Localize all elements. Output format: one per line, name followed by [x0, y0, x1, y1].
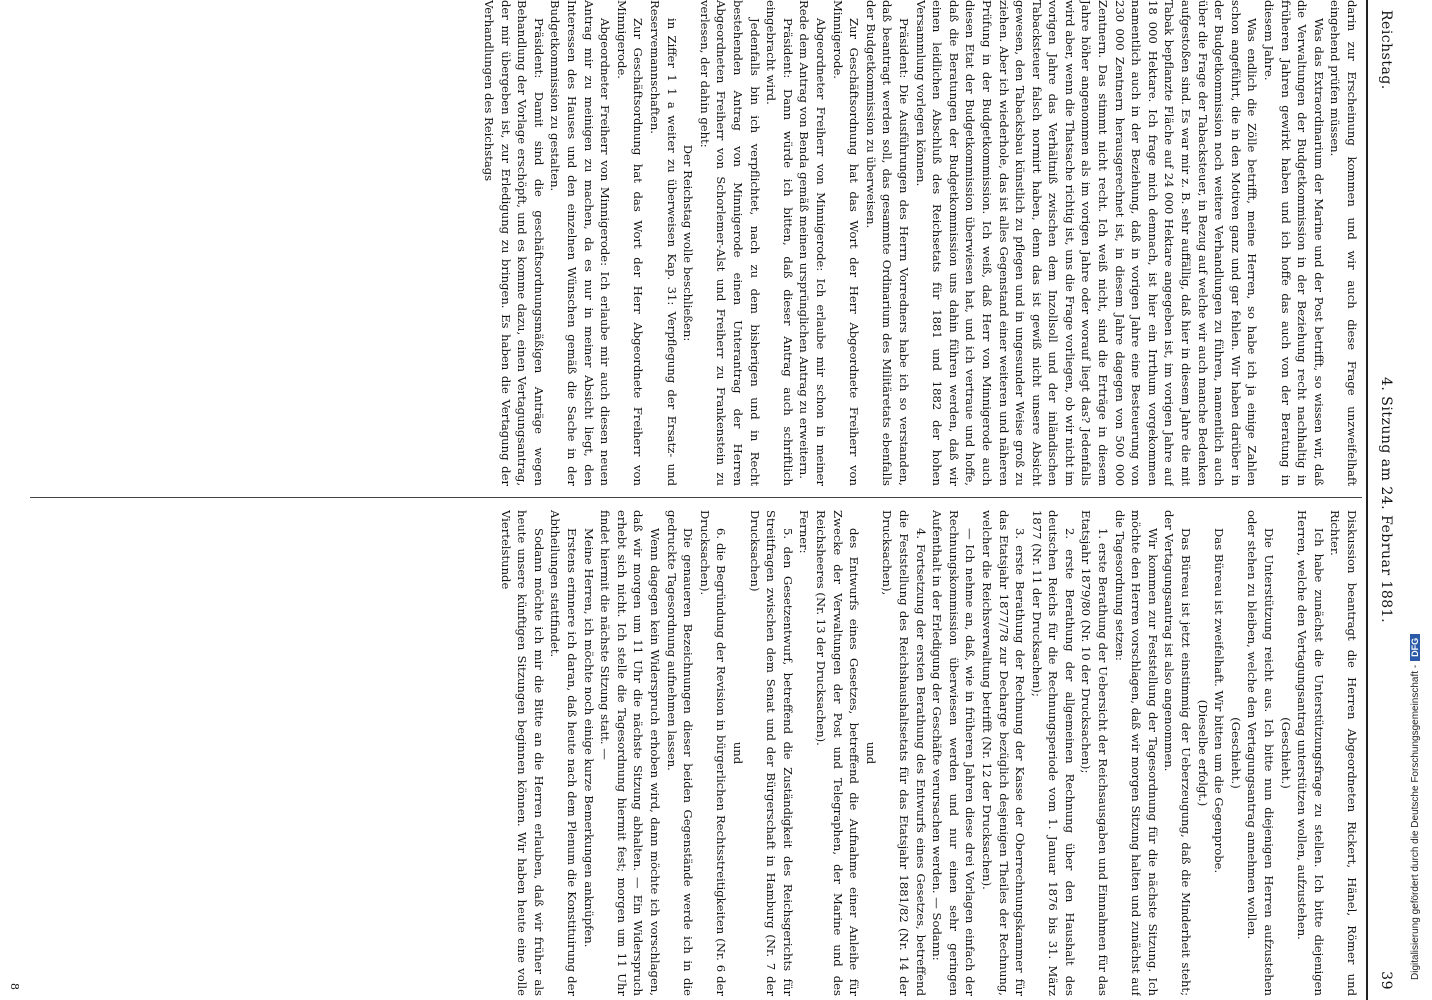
right-column — [30, 510, 1360, 996]
paragraph: Diskussion beantragt die Herren Abgeordneten Rickert, Hänel, Römer und Richter. — [1328, 510, 1359, 996]
paragraph: Zur Geschäftsordnung hat das Wort der Herr Abgeordnete Freiherr von Minnigerode. — [614, 0, 646, 486]
paragraph: 6. die Begründung der Revision in bürgerlichen Rechtsstreitigkeiten (Nr. 6 der Drucksachen). — [697, 510, 729, 996]
paragraph: (Geschieht.) — [1228, 717, 1243, 789]
paragraph: Meine Herren, ich möchte noch einige kurze Bemerkungen anknüpfen. — [581, 528, 596, 948]
header-center: 4. Sitzung am 24. Februar 1881. — [1378, 376, 1394, 624]
paragraph: Ich habe zunächst die Unterstützungsfrage zu stellen. Ich bitte diejenigen Herren, welche den Vertagungsantrag unterstützen wollen, aufzustehen. — [1295, 510, 1326, 996]
header-rule — [1366, 0, 1368, 1000]
paragraph: Der Reichstag wolle beschließen: — [681, 144, 696, 342]
paragraph: Präsident: Damit sind die geschäftsordnungsmäßigen Anträge wegen Behandlung der Vorlage erschöpft, und es komme dazu, einen Vertagungsantrag, der mir übergeben ist, zur Erledigung zu bringen. Es haben die Vertagung der Verhandlungen des Reichstags — [482, 0, 546, 486]
page-number: 39 — [1378, 971, 1394, 990]
paragraph: Präsident: Dann würde ich bitten, daß dieser Antrag auch schriftlich eingebracht wird. — [764, 0, 795, 486]
paragraph: Präsident: Die Ausführungen des Herrn Vorredners habe ich so verstanden, daß beantragt werden soll, das gesammte Ordinarium des Militäretats ebenfalls der Budgetkommission zu überweisen. — [863, 0, 911, 486]
paragraph: Ferner: — [797, 510, 812, 554]
paragraph: und — [731, 741, 746, 765]
paragraph: Jedenfalls bin ich verpflichtet, nach zu dem bisherigen und in Recht bestehenden Antrag von Minnigerode einen Unterantrag der Herren Abgeordneten Freiherr von Schorlemer-Alst und Freiherr zu Frankenstein zu verlesen, der dahin geht: — [697, 0, 762, 486]
header-left: Reichstag. — [1378, 10, 1394, 90]
paragraph: — Ich nehme an, daß, wie in früheren Jahren diese drei Vorlagen einfach der Rechnungskommission überwiesen werden und nur einen sehr geringen Aufenthalt in der Erledigung der Geschäfte verursachen werden. — Sodann: — [930, 510, 978, 996]
paragraph: in Ziffer 1 1 a weiter zu überweisen Kap. 31: Verpflegung der Ersatz- und Reservemannschaften. — [648, 0, 679, 486]
paragraph: Erstens erinnere ich daran, daß heute nach dem Plenum die Konstituirung der Abtheilungen stattfindet. — [548, 510, 580, 996]
paragraph: darin zur Erscheinung kommen und wir auch diese Frage unzweifelhaft eingehend prüfen müssen. — [1328, 0, 1359, 486]
paragraph: (Geschieht.) — [1278, 717, 1293, 789]
dfg-logo: DFG — [1410, 634, 1420, 661]
signature-mark: 8 — [8, 983, 21, 990]
paragraph: Was endlich die Zölle betrifft, meine Herren, so habe ich ja einige Zahlen schon angeführt, die in den Motiven ganz und gar fehlen. Wir haben darüber in der Budgetkommission noch weitere Verhandlungen zu führen, namentlich auch über die Frage der Tabacksteuer, in Bezug auf welche wir auch manche Bedenken aufgestoßen sind. Es war mir z. B. sehr auffällig, daß hier in diesem Jahre die mit Tabak bepflanzte Fläche auf 24 000 Hektare angegeben ist, im vorigen Jahre auf 18 000 Hektare. Ich frage mich demnach, ist hier ein Irrthum vorgekommen namentlich auch in der Beziehung, daß in vorigen Jahre eine Besteuerung von 230 000 Zentnern herausgerechnet ist, in diesem Jahre dagegen von 500 000 Zentnern. Das stimmt nicht recht. Ich weiß nicht, sind die Erträge in diesem Jahre höher angenommen als im vorigen Jahre oder worauf liegt das? Jedenfalls wird aber, wenn die Thatsache richtig ist, uns die Frage vorliegen, ob wir nicht im vorigen Jahre das Verhältniß zwischen dem Inzollsoll und der inländischen Tabacksteuer falsch normirt haben, denn das ist gewiß nicht unsere Absicht gewesen, den Tabacksbau künstlich zu pflegen und in ungesunder Weise groß zu ziehen. Aber ich wiederhole, das ist alles Gegenstand einer weiteren und näheren Prüfung in der Budgetkommission. Ich weiß, daß Herr von Minnigerode auch diesen Etat der Budgetkommission überwiesen hat, und ich vertraue und hoffe, daß die Beratungen der Budgetkommission uns dahin führen werden, daß wir einen leidlichen Abschluß des Reichsetats für 1881 und 1882 der hohen Versammlung vorlegen können. — [913, 0, 1260, 486]
paragraph: und — [863, 741, 878, 765]
paragraph: 2. erste Berathung der allgemeinen Rechnung über den Haushalt des deutschen Reichs für die Rechnungsperiode vom 1. Januar 1876 bis 31. März 1877 (Nr. 11 der Drucksachen); — [1029, 510, 1077, 996]
paragraph: Das Büreau ist zweifelhaft. Wir bitten um die Gegenprobe. — [1212, 528, 1227, 874]
paragraph: des Entwurfs eines Gesetzes, betreffend die Aufnahme einer Anleihe für Zwecke der Verwaltungen der Post und Telegraphen, der Marine und des Reichsheeres (Nr. 13 der Drucksachen). — [814, 510, 862, 996]
paragraph: Was das Extraordinarium der Marine und der Post betrifft, so wissen wir, daß die Verwaltungen der Budgetkommission in der Beziehung recht nachhaltig in früheren Jahren gewirkt haben und ich hoffe das auch von der Beratung in diesem Jahre. — [1262, 0, 1326, 486]
paragraph: 5. den Gesetzentwurf, betreffend die Zuständigkeit des Reichsgerichts für Streitfragen zwischen dem Senat und der Bürgerschaft in Hamburg (Nr. 7 der Drucksachen) — [747, 510, 795, 996]
paragraph: Abgeordneter Freiherr von Minnigerode: Ich erlaube mir auch diesen neuen Antrag mir zu meinigen zu machen, da es nur in meiner Absicht liegt, den Interessen des Hauses und den einzelnen Wünschen gemäß die Sache in der Budgetkommission zu gestalten. — [548, 0, 613, 486]
paragraph: Abgeordneter Freiherr von Minnigerode: Ich erlaube mir schon in meiner Rede dem Antrag von Benda gemäß meinen ursprünglichen Antrag zu erweitern. — [797, 0, 828, 486]
paragraph: 3. erste Berathung der Rechnung der Kasse der Oberrechnungskammer für das Etatsjahr 1877/78 zur Decharge bezüglich desjenigen Theiles der Rechnung, welcher die Reichsverwaltung betrifft (Nr. 12 der Drucksachen). — [979, 510, 1028, 996]
page-header — [1372, 10, 1394, 990]
paragraph: 4. Fortsetzung der ersten Berathung des Entwurfs eines Gesetzes, betreffend die Feststellung des Reichshaushaltsetats für das Etatsjahr 1881/82 (Nr. 14 der Drucksachen), — [880, 510, 928, 996]
left-column — [30, 0, 1360, 486]
dfg-credit-strip — [1408, 0, 1432, 1000]
column-divider — [30, 497, 1362, 498]
paragraph: Zur Geschäftsordnung hat das Wort der Herr Abgeordnete Freiherr von Minnigerode. — [830, 0, 862, 486]
paragraph: Wenn dagegen kein Widerspruch erhoben wird, dann möchte ich vorschlagen, daß wir morgen um 11 Uhr die nächste Sitzung abhalten. — Ein Widerspruch erhebt sich nicht. Ich stelle die Tagesordnung hiermit fest; morgen um 11 Uhr findet hiermit die nächste Sitzung statt. — — [598, 510, 663, 996]
paragraph: Die Unterstützung reicht aus. Ich bitte nun diejenigen Herren aufzustehen oder stehen zu bleiben, welche den Vertagungsantrag annehmen wollen. — [1245, 510, 1277, 996]
paragraph: (Dieselbe erfolgt.) — [1195, 699, 1210, 807]
dfg-credit-text — [1410, 634, 1421, 980]
paragraph: Die genaueren Bezeichnungen dieser beiden Gegenstände werde ich in die gedruckte Tagesordnung aufnehmen lassen. — [664, 510, 696, 996]
paragraph: 1. erste Berathung der Uebersicht der Reichsausgaben und Einnahmen für das Etatsjahr 1879/80 (Nr. 10 der Drucksachen); — [1079, 510, 1111, 996]
dfg-credit-label: Digitalisierung gefördert durch die Deutsche Forschungsgemeinschaft - — [1410, 664, 1421, 980]
paragraph: Wir kommen zur Feststellung der Tagesordnung für die nächste Sitzung. Ich möchte den Herren vorschlagen, daß wir morgen Sitzung halten und zunächst auf die Tagesordnung setzen: — [1112, 510, 1160, 996]
paragraph: Das Büreau ist jetzt einstimmig der Ueberzeugung, daß die Minderheit steht; der Vertagungsantrag ist also angenommen. — [1162, 510, 1194, 996]
paragraph: Sodann möchte ich mir die Bitte an die Herren erlauben, daß wir früher als heute unsere künftigen Sitzungen beginnen können. Wir haben heute eine volle Viertelstunde — [498, 510, 546, 996]
